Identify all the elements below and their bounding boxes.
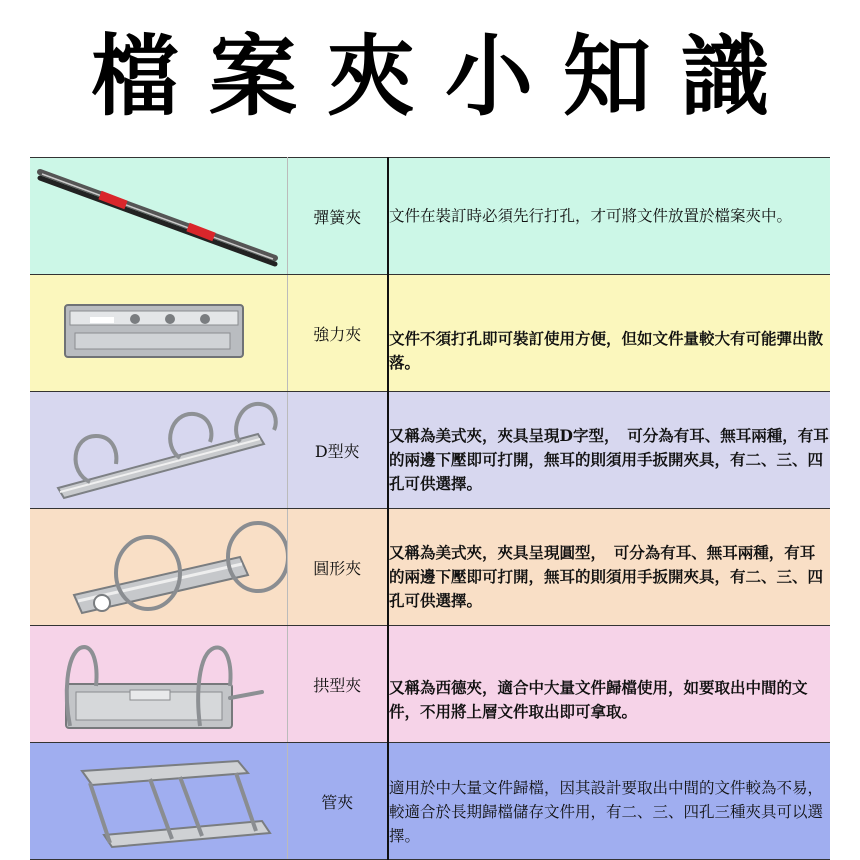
- spring-clip-icon: [30, 158, 287, 274]
- image-cell: [30, 626, 287, 743]
- table-row: [30, 509, 830, 626]
- tube-clip-icon: [30, 743, 287, 859]
- binder-name: 強力夾: [287, 275, 388, 392]
- binder-name: D型夾: [287, 392, 388, 509]
- binder-description: 又稱為美式夾，夾具呈現圓型， 可分為有耳、無耳兩種，有耳的兩邊下壓即可打開，無耳的則須用手扳開夾具，有二、三、四孔可供選擇。: [388, 509, 830, 626]
- lever-arch-clip-icon: [30, 626, 287, 742]
- page-title: 檔案夾小知識: [90, 25, 799, 128]
- binder-name: 圓形夾: [287, 509, 388, 626]
- table-row: [30, 743, 830, 860]
- image-cell: [30, 158, 287, 275]
- table-row: [30, 275, 830, 392]
- image-cell: [30, 392, 287, 509]
- table-row: [30, 626, 830, 743]
- d-ring-clip-icon: [30, 392, 287, 508]
- power-clip-icon: [30, 275, 287, 391]
- binder-description: 適用於中大量文件歸檔，因其設計要取出中間的文件較為不易，較適合於長期歸檔儲存文件用，有二、三、四孔三種夾具可以選擇。: [388, 743, 830, 860]
- binder-description: 又稱為美式夾，夾具呈現D字型， 可分為有耳、無耳兩種，有耳的兩邊下壓即可打開，無耳的則須用手扳開夾具，有二、三、四孔可供選擇。: [388, 392, 830, 509]
- binder-description: 文件不須打孔即可裝訂使用方便，但如文件量較大有可能彈出散落。: [388, 275, 830, 392]
- binder-name: 拱型夾: [287, 626, 388, 743]
- o-ring-clip-icon: [30, 509, 287, 625]
- table-row: [30, 158, 830, 275]
- binder-table: [30, 157, 830, 860]
- table-row: [30, 392, 830, 509]
- binder-description: 又稱為西德夾，適合中大量文件歸檔使用，如要取出中間的文件，不用將上層文件取出即可拿取。: [388, 626, 830, 743]
- binder-name: 管夾: [287, 743, 388, 860]
- binder-description: 文件在裝訂時必須先行打孔，才可將文件放置於檔案夾中。: [388, 158, 830, 275]
- image-cell: [30, 275, 287, 392]
- image-cell: [30, 509, 287, 626]
- binder-name: 彈簧夾: [287, 158, 388, 275]
- image-cell: [30, 743, 287, 860]
